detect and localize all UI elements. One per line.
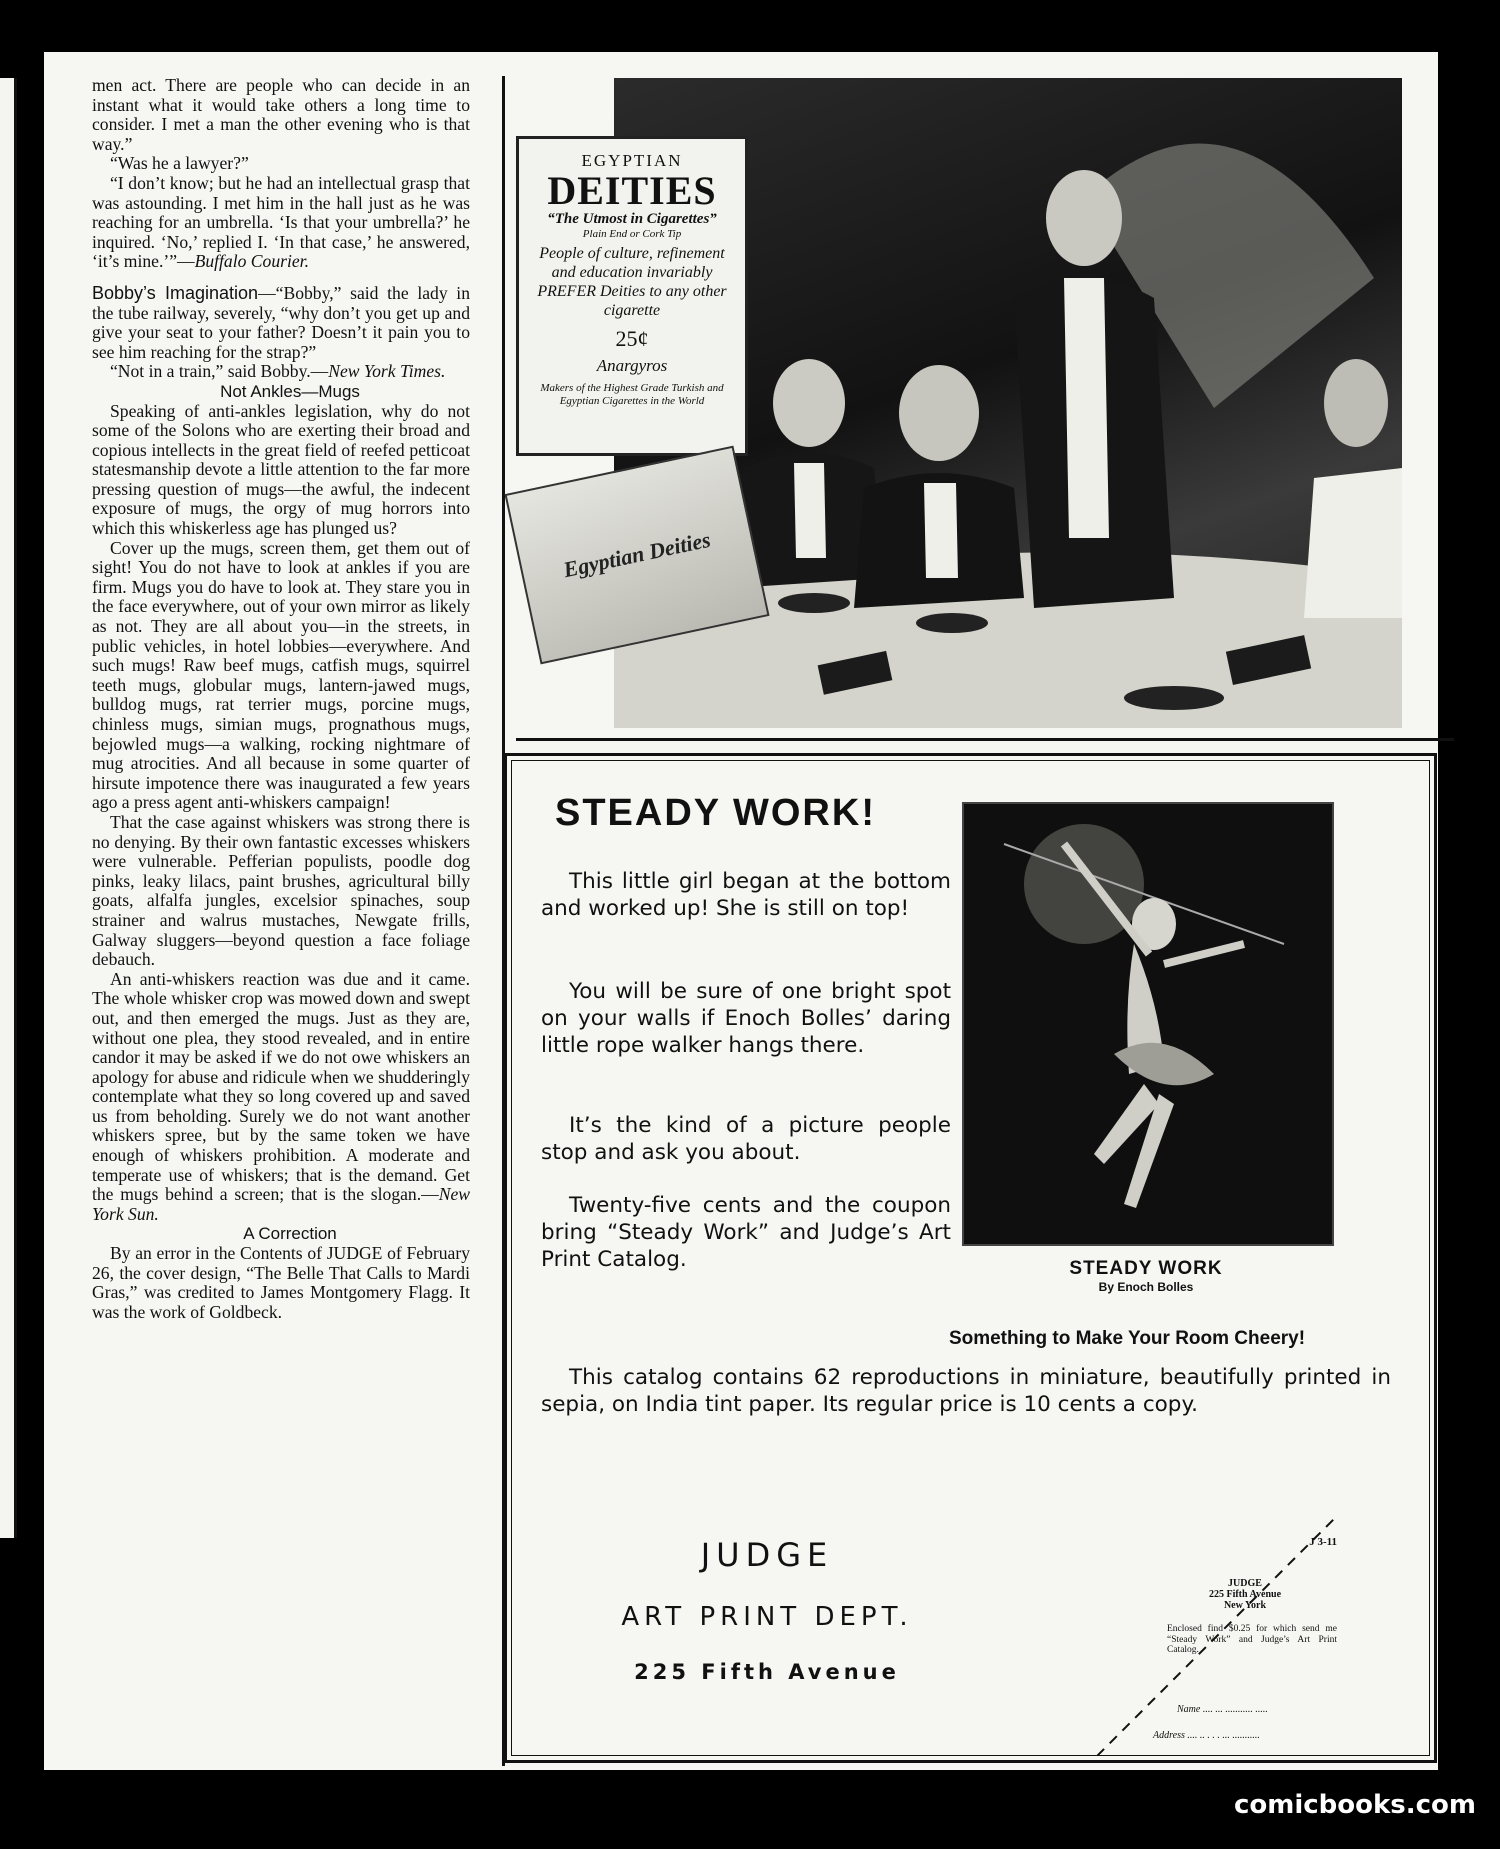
- brand-name: DEITIES: [547, 168, 717, 213]
- order-coupon[interactable]: [1097, 1516, 1337, 1756]
- coupon-name-field[interactable]: Name .... ... ........... .....: [1177, 1704, 1268, 1715]
- paragraph: Cover up the mugs, screen them, get them out of sight! You do not have to look at ankles if you are firm. Mugs you do have to look at. They stare you in the face everywhere, out of your own mirror as likely as not. They are all about you—in the streets, in public vehicles, in hotel lobbies—everywhere. And such mugs! Raw beef mugs, catfish mugs, squirrel teeth mugs, globular mugs, lantern-jawed mugs, bulldog mugs, rat terrier mugs, porcine mugs, chinless mugs, simian mugs, prognathous mugs, bejowled mugs—a walking, rocking nightmare of mug atrocities. And all because in some quarter of hirsute impotence there was inaugurated a few years ago a press agent anti-whiskers campaign!: [92, 537, 470, 813]
- publisher-block: [567, 1536, 967, 1684]
- paragraph: “Not in a train,” said Bobby.—New York Times.: [110, 361, 446, 382]
- paragraph: “I don’t know; but he had an intellectual grasp that was astounding. I met him in the hall just as he was reaching for an umbrella. ‘Is that your umbrella?’ he inquired. ‘No,’ replied I. ‘In that case,’ he answered, ‘it’s mine.’”—Buffalo Courier.: [92, 172, 470, 272]
- ad-paragraph: Twenty-five cents and the coupon bring “Steady Work” and Judge’s Art Print Catalog.: [541, 1193, 951, 1272]
- maker-signature: Anargyros: [596, 356, 668, 375]
- item-heading: Bobby’s Imagination: [92, 282, 259, 303]
- maker-line: Makers of the Highest Grade Turkish and Egyptian Cigarettes in the World: [540, 382, 724, 407]
- ad-copy: People of culture, refinement and education invariably PREFER Deities to any other cigarette: [537, 245, 727, 319]
- cigarette-advertisement: [516, 78, 1454, 754]
- paragraph: men act. There are people who can decide in an instant what it would take others a long time to consider. I met a man the other evening who is that way.”: [92, 75, 470, 154]
- catalog-paragraph: This catalog contains 62 reproductions in miniature, beautifully printed in sepia, on India tint paper. Its regular price is 10 cents a copy.: [541, 1365, 1391, 1417]
- cheery-slogan: Something to Make Your Room Cheery!: [948, 1328, 1306, 1349]
- publisher-address: 225 Fifth Avenue: [634, 1660, 900, 1684]
- publisher-name: JUDGE: [700, 1536, 834, 1574]
- section-heading: A Correction: [243, 1224, 337, 1244]
- previous-page-edge: [0, 78, 17, 1538]
- coupon-address-block: JUDGE 225 Fifth Avenue New York: [1208, 1578, 1282, 1611]
- department: ART PRINT DEPT.: [621, 1602, 913, 1632]
- deities-ad-card: [516, 136, 748, 456]
- site-watermark: comicbooks.com: [1233, 1790, 1476, 1820]
- rope-walker-picture: [962, 802, 1334, 1246]
- source-credit: New York Sun.: [92, 1184, 470, 1224]
- ad-paragraph: It’s the kind of a picture people stop and ask you about.: [541, 1113, 951, 1165]
- ad-line-egyptian: EGYPTIAN: [581, 151, 683, 170]
- section-rule: [516, 738, 1454, 741]
- coupon-enclosed-text: Enclosed find $0.25 for which send me “Steady Work” and Judge’s Art Print Catalog.: [1167, 1624, 1337, 1655]
- caption-title: STEADY WORK: [1069, 1258, 1223, 1279]
- magazine-page: [44, 52, 1438, 1770]
- left-text-column: [92, 76, 470, 1322]
- coupon-code: J 3-11: [1309, 1536, 1337, 1548]
- section-heading: Not Ankles—Mugs: [220, 381, 360, 401]
- picture-caption: [962, 1258, 1330, 1294]
- ad-paragraph: You will be sure of one bright spot on your walls if Enoch Bolles’ daring little rope walker hangs there.: [541, 979, 951, 1058]
- tip-options: Plain End or Cork Tip: [582, 228, 682, 240]
- box-label: Egyptian Deities: [561, 526, 713, 583]
- source-credit: Buffalo Courier.: [194, 251, 309, 272]
- price: 25¢: [615, 326, 649, 351]
- paragraph: “Was he a lawyer?”: [110, 153, 249, 174]
- source-credit: New York Times.: [328, 361, 446, 382]
- dancer-drawing: [964, 804, 1332, 1244]
- coupon-address-field[interactable]: Address .... .. . . . ... ...........: [1153, 1730, 1260, 1741]
- tagline: “The Utmost in Cigarettes”: [547, 211, 717, 227]
- paragraph: Speaking of anti-ankles legislation, why do not some of the Solons who are exerting their broad and copious intellects in the great field of reefed petticoat statesmanship devote a little attention to the far more pressing question of mugs—the awful, the indecent exposure of mugs, the orgy of mug horrors into which this whiskerless age has plunged us?: [92, 400, 470, 539]
- paragraph: Bobby’s Imagination—“Bobby,” said the lady in the tube railway, severely, “why don’t you get up and give your seat to your father? Doesn’t it pain you to see him reaching for the strap?”: [92, 282, 470, 362]
- paragraph: By an error in the Contents of JUDGE of February 26, the cover design, “The Belle That Calls to Mardi Gras,” was credited to James Montgomery Flagg. It was the work of Goldbeck.: [92, 1243, 470, 1322]
- ad-paragraph: This little girl began at the bottom and worked up! She is still on top!: [541, 869, 951, 921]
- caption-artist: By Enoch Bolles: [1098, 1280, 1194, 1294]
- ad-title: STEADY WORK!: [555, 792, 876, 834]
- steady-work-advertisement: [504, 753, 1437, 1763]
- paragraph: That the case against whiskers was strong there is no denying. By their own fantastic excesses whiskers were vulnerable. Pefferian populists, poodle dog pinks, leaky lilacs, paint brushes, agricultural billy goats, alfalfa jungles, excelsior spinaches, soup strainer and walrus mustaches, Newgate frills, Galway sluggers—beyond question a face foliage debauch.: [92, 811, 470, 970]
- paragraph: An anti-whiskers reaction was due and it came. The whole whisker crop was mowed down and swept out, and then emerged the mugs. Just as they are, without one plea, they stood revealed, and in entire candor it may be asked if we do not owe whiskers an apology for abuse and ridicule when we shudderingly contemplate what they so long covered up and saved us from beholding. Surely we do not want another whiskers spree, but by the same token we have enough of whiskers prohibition. A moderate and temperate use of whiskers; that is the demand. Get the mugs behind a screen; that is the slogan.—New York Sun.: [92, 968, 470, 1224]
